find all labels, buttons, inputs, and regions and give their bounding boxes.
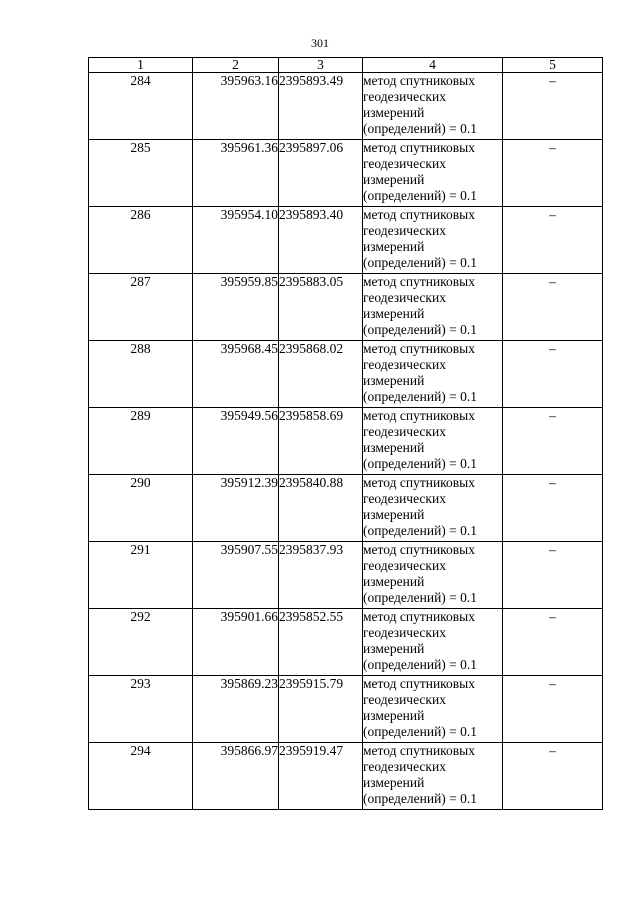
method-cell [363, 743, 503, 810]
note-cell: – [503, 207, 603, 274]
x-coordinate-cell: 395961.36 [193, 140, 279, 207]
x-coordinate-cell: 395954.10 [193, 207, 279, 274]
table-row [89, 475, 603, 542]
x-coordinate-cell: 395912.39 [193, 475, 279, 542]
table-row [89, 274, 603, 341]
method-text: метод спутниковых геодезических измерений (определений) = 0.1 [363, 408, 478, 471]
y-coordinate-cell: 2395868.02 [279, 341, 363, 408]
note-cell: – [503, 274, 603, 341]
header-col-1: 1 [89, 58, 193, 73]
point-number-cell: 291 [89, 542, 193, 609]
table-row [89, 542, 603, 609]
method-cell [363, 207, 503, 274]
note-cell: – [503, 475, 603, 542]
y-coordinate-cell: 2395840.88 [279, 475, 363, 542]
point-number-cell: 287 [89, 274, 193, 341]
x-coordinate-cell: 395963.16 [193, 73, 279, 140]
method-text: метод спутниковых геодезических измерений (определений) = 0.1 [363, 140, 478, 203]
point-number-cell: 288 [89, 341, 193, 408]
header-col-3: 3 [279, 58, 363, 73]
note-cell: – [503, 676, 603, 743]
method-cell [363, 341, 503, 408]
point-number-cell: 286 [89, 207, 193, 274]
y-coordinate-cell: 2395858.69 [279, 408, 363, 475]
table-body [89, 73, 603, 810]
method-cell [363, 140, 503, 207]
page-number: 301 [311, 36, 329, 50]
table-row [89, 408, 603, 475]
note-cell: – [503, 743, 603, 810]
method-text: метод спутниковых геодезических измерений (определений) = 0.1 [363, 676, 478, 739]
x-coordinate-cell: 395869.23 [193, 676, 279, 743]
method-text: метод спутниковых геодезических измерений (определений) = 0.1 [363, 274, 478, 337]
note-cell: – [503, 140, 603, 207]
table-row [89, 73, 603, 140]
table-row [89, 207, 603, 274]
point-number-cell: 294 [89, 743, 193, 810]
method-text: метод спутниковых геодезических измерений (определений) = 0.1 [363, 542, 478, 605]
method-text: метод спутниковых геодезических измерений (определений) = 0.1 [363, 609, 478, 672]
method-cell [363, 609, 503, 676]
x-coordinate-cell: 395949.56 [193, 408, 279, 475]
x-coordinate-cell: 395907.55 [193, 542, 279, 609]
y-coordinate-cell: 2395915.79 [279, 676, 363, 743]
table-row [89, 743, 603, 810]
method-text: метод спутниковых геодезических измерений (определений) = 0.1 [363, 475, 478, 538]
x-coordinate-cell: 395968.45 [193, 341, 279, 408]
method-text: метод спутниковых геодезических измерений (определений) = 0.1 [363, 341, 478, 404]
note-cell: – [503, 73, 603, 140]
note-cell: – [503, 408, 603, 475]
header-col-2: 2 [193, 58, 279, 73]
y-coordinate-cell: 2395919.47 [279, 743, 363, 810]
table-row [89, 676, 603, 743]
y-coordinate-cell: 2395897.06 [279, 140, 363, 207]
point-number-cell: 290 [89, 475, 193, 542]
method-text: метод спутниковых геодезических измерений (определений) = 0.1 [363, 207, 478, 270]
y-coordinate-cell: 2395852.55 [279, 609, 363, 676]
note-cell: – [503, 609, 603, 676]
x-coordinate-cell: 395959.85 [193, 274, 279, 341]
point-number-cell: 289 [89, 408, 193, 475]
method-text: метод спутниковых геодезических измерений (определений) = 0.1 [363, 743, 478, 806]
table-row [89, 609, 603, 676]
y-coordinate-cell: 2395893.40 [279, 207, 363, 274]
method-cell [363, 73, 503, 140]
y-coordinate-cell: 2395837.93 [279, 542, 363, 609]
header-col-5: 5 [503, 58, 603, 73]
y-coordinate-cell: 2395883.05 [279, 274, 363, 341]
point-number-cell: 292 [89, 609, 193, 676]
table-row [89, 341, 603, 408]
table-header-row [89, 58, 603, 73]
header-col-4: 4 [363, 58, 503, 73]
note-cell: – [503, 542, 603, 609]
x-coordinate-cell: 395866.97 [193, 743, 279, 810]
method-cell [363, 676, 503, 743]
method-text: метод спутниковых геодезических измерений (определений) = 0.1 [363, 73, 478, 136]
table-row [89, 140, 603, 207]
note-cell: – [503, 341, 603, 408]
point-number-cell: 285 [89, 140, 193, 207]
point-number-cell: 284 [89, 73, 193, 140]
method-cell [363, 475, 503, 542]
method-cell [363, 408, 503, 475]
x-coordinate-cell: 395901.66 [193, 609, 279, 676]
y-coordinate-cell: 2395893.49 [279, 73, 363, 140]
method-cell [363, 274, 503, 341]
coordinates-table [88, 57, 603, 810]
point-number-cell: 293 [89, 676, 193, 743]
method-cell [363, 542, 503, 609]
